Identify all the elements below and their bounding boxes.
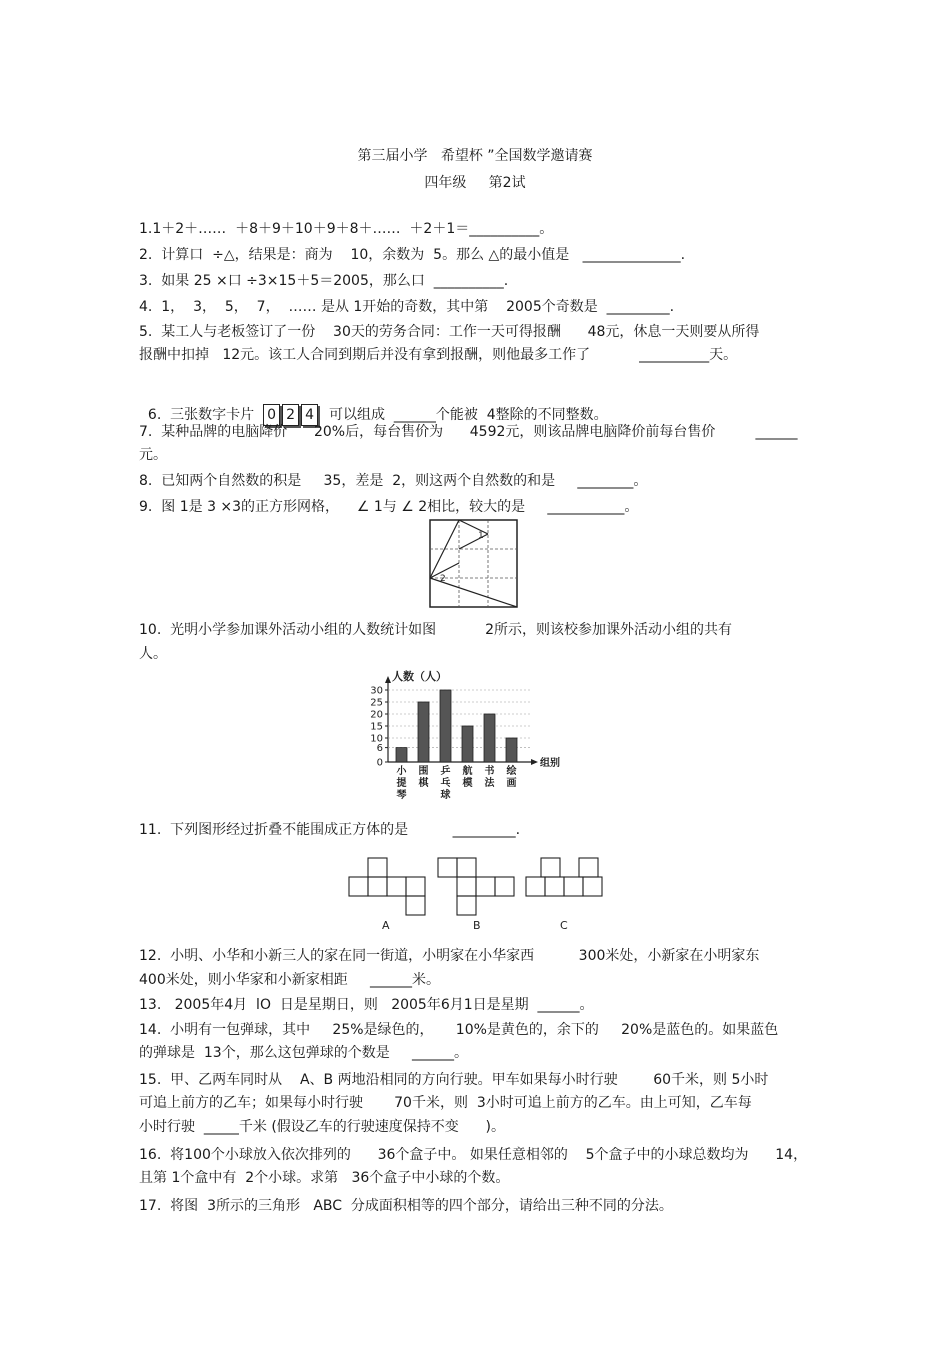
angle-1-label: 1 — [478, 531, 484, 541]
question-16-line2: 且第 1个盒中有 2个小球。求第 36个盒子中小球的个数。 — [139, 1170, 510, 1186]
y-tick-label: 6 — [376, 743, 383, 755]
y-tick-label: 20 — [370, 709, 383, 721]
question-8: 8. 已知两个自然数的积是 35，差是 2，则这两个自然数的和是 ________。 — [139, 473, 648, 489]
question-6 — [139, 386, 608, 426]
category-label-5: 画 — [506, 778, 517, 789]
question-10-line2: 人。 — [139, 646, 167, 662]
chart-x-label: 组别 — [540, 758, 560, 769]
card-0: 0 — [263, 404, 280, 426]
bar-4 — [484, 714, 495, 762]
net-c — [526, 858, 602, 896]
y-tick-label: 30 — [370, 685, 383, 697]
y-tick-label: 10 — [370, 733, 383, 745]
question-3: 3. 如果 25 ×口 ÷3×15＋5＝2005，那么口 __________. — [139, 273, 509, 289]
category-label-2: 乒 — [440, 766, 451, 777]
category-label-1: 围 — [418, 766, 429, 777]
question-2: 2. 计算口 ÷△，结果是：商为 10，余数为 5。那么 △的最小值是 ______________. — [139, 247, 686, 263]
y-tick-label: 15 — [370, 721, 383, 733]
category-label-1: 棋 — [418, 778, 429, 789]
net-a — [349, 858, 425, 915]
page-subtitle: 四年级 第2试 — [424, 175, 526, 191]
question-15-line1: 15. 甲、乙两车同时从 A、B 两地沿相同的方向行驶。甲车如果每小时行驶 60千米，则 5小时 — [139, 1072, 769, 1088]
question-17: 17. 将图 3所示的三角形 ABC 分成面积相等的四个部分，请给出三种不同的分法。 — [139, 1198, 673, 1214]
category-label-3: 模 — [462, 778, 473, 789]
question-5-line2: 报酬中扣掉 12元。该工人合同到期后并没有拿到报酬，则他最多工作了 __________天。 — [139, 347, 738, 363]
category-label-0: 小 — [396, 766, 407, 777]
question-1: 1.1＋2＋…… ＋8＋9＋10＋9＋8＋…… ＋2＋1＝__________。 — [139, 221, 554, 237]
question-14-line1: 14. 小明有一包弹球，其中 25%是绿色的， 10%是黄色的，余下的 20%是蓝色的。如果蓝色 — [139, 1022, 779, 1038]
category-label-2: 乓 — [440, 778, 451, 789]
bar-3 — [462, 726, 473, 762]
question-6-prefix: 6. 三张数字卡片 — [147, 407, 264, 423]
question-10-line1: 10. 光明小学参加课外活动小组的人数统计如图 2所示，则该校参加课外活动小组的共有 — [139, 622, 733, 638]
net-b — [438, 858, 514, 915]
figure-2-bar-chart — [360, 668, 600, 813]
category-label-0: 琴 — [396, 790, 407, 801]
category-label-4: 书 — [484, 766, 495, 777]
category-label-3: 航 — [462, 766, 473, 777]
category-label-0: 提 — [396, 778, 407, 789]
question-16-line1: 16. 将100个小球放入依次排列的 36个盒子中。 如果任意相邻的 5个盒子中的小球总数均为 14， — [139, 1147, 808, 1163]
category-label-5: 绘 — [506, 766, 517, 777]
question-14-line2: 的弹球是 13个，那么这包弹球的个数是 ______。 — [139, 1045, 468, 1061]
question-7-line1: 7. 某种品牌的电脑降价 20%后，每台售价为 4592元，则该品牌电脑降价前每台售价 ______ — [139, 424, 798, 440]
chart-y-label: 人数（人） — [392, 670, 447, 683]
question-7-line2: 元。 — [139, 447, 167, 463]
question-11: 11. 下列图形经过折叠不能围成正方体的是 _________. — [139, 822, 521, 838]
question-15-line2: 可追上前方的乙车；如果每小时行驶 70千米，则 3小时可追上前方的乙车。由上可知，乙车每 — [139, 1095, 752, 1111]
question-12-line2: 400米处，则小华家和小新家相距 ______米。 — [139, 972, 440, 988]
question-13: 13. 2005年4月 lO 日是星期日，则 2005年6月1日是星期 ______。 — [139, 997, 594, 1013]
question-12-line1: 12. 小明、小华和小新三人的家在同一街道，小明家在小华家西 300米处，小新家在小明家东 — [139, 948, 760, 964]
x-axis-arrow — [531, 759, 538, 765]
question-5-line1: 5. 某工人与老板签订了一份 30天的劳务合同：工作一天可得报酬 48元，休息一天则要从所得 — [139, 324, 760, 340]
net-b-label: B — [473, 919, 481, 932]
y-tick-label: 0 — [376, 757, 383, 769]
category-label-4: 法 — [484, 778, 495, 789]
cube-nets-figure — [345, 850, 615, 934]
bar-2 — [440, 690, 451, 762]
angle-2-label: 2 — [440, 574, 446, 584]
question-9: 9. 图 1是 3 ×3的正方形网格， ∠ 1与 ∠ 2相比，较大的是 ___________。 — [139, 499, 639, 515]
card-4: 4 — [301, 404, 318, 426]
page-title: 第三届小学 希望杯 ”全国数学邀请赛 — [357, 148, 593, 164]
bar-0 — [396, 748, 407, 762]
question-4: 4. 1， 3， 5， 7， …… 是从 1开始的奇数，其中第 2005个奇数是 _________. — [139, 299, 675, 315]
y-axis-arrow — [385, 676, 391, 683]
figure-1-grid — [428, 518, 520, 610]
bar-5 — [506, 738, 517, 762]
category-label-2: 球 — [440, 790, 451, 801]
net-a-label: A — [382, 919, 390, 932]
bar-1 — [418, 702, 429, 762]
net-c-label: C — [560, 919, 568, 932]
question-15-line3: 小时行驶 _____千米 (假设乙车的行驶速度保持不变 )。 — [139, 1119, 505, 1135]
card-2: 2 — [282, 404, 299, 426]
question-6-suffix: 可以组成 ______个能被 4整除的不同整数。 — [320, 407, 608, 423]
y-tick-label: 25 — [370, 697, 383, 709]
